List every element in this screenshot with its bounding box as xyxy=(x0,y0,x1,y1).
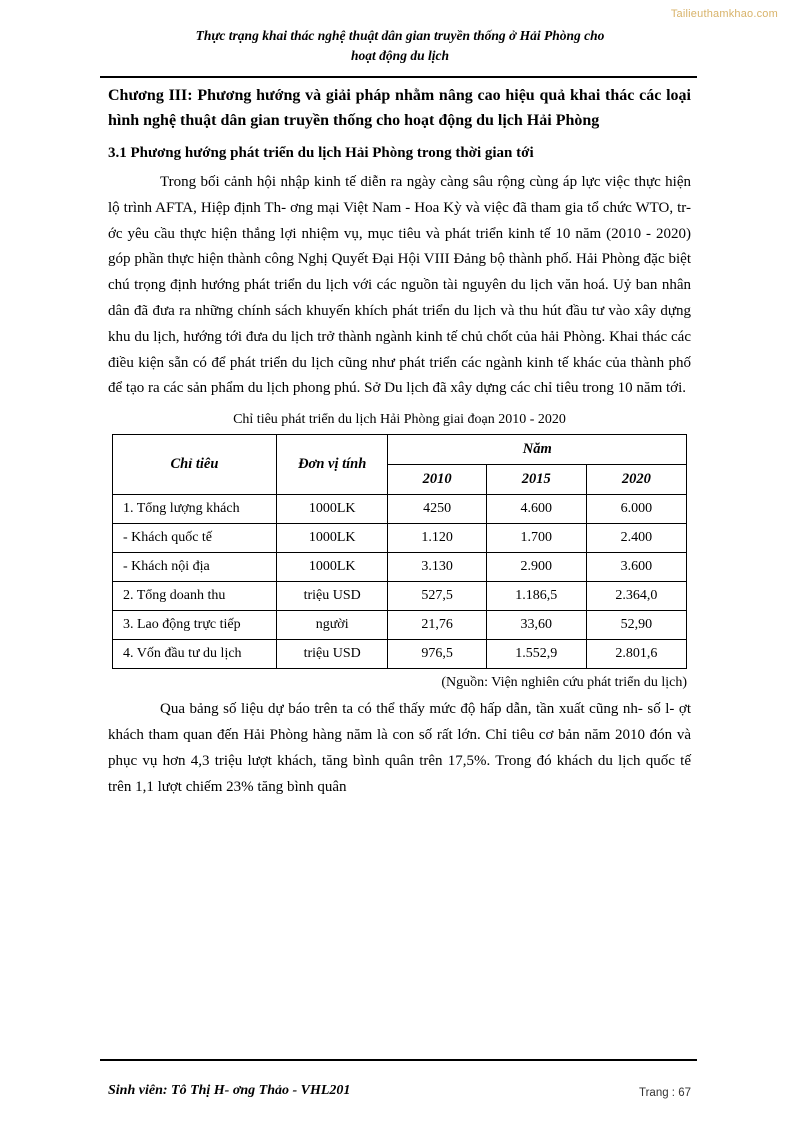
header-line-1: Thực trạng khai thác nghệ thuật dân gian truyền thống ở Hải Phòng cho xyxy=(195,28,605,43)
document-content xyxy=(108,84,691,802)
statistics-table xyxy=(112,434,687,669)
header-year-2015: 2015 xyxy=(486,465,586,495)
paragraph-1: Trong bối cảnh hội nhập kinh tế diễn ra ngày càng sâu rộng cùng áp lực việc thực hiện lộ trình AFTA, Hiệp định Th- ơng mại Việt Nam - Hoa Kỳ và việc đã tham gia tổ chức WTO, tr- ớc yêu cầu thực hiện thắng lợi nhiệm vụ, mục tiêu và phát triển kinh tế 10 năm (2010 - 2020) góp phần thực hiện thành công Nghị Quyết Đại Hội VIII Đảng bộ thành phố. Hải Phòng đặc biệt chú trọng định hướng phát triển du lịch với các nguồn tài nguyên du lịch văn hoá. Uỷ ban nhân dân đã đưa ra những chính sách khuyến khích phát triển du lịch và thu hút đầu tư vào xây dựng khu du lịch, hướng tới đưa du lịch trở thành ngành kinh tế chủ chốt của hải Phòng. Khai thác các điều kiện sẵn có để phát triển du lịch cũng như phát triển các ngành kinh tế khác của thành phố để tạo ra các sản phẩm du lịch phong phú. Sở Du lịch đã xây dựng các chỉ tiêu trong 10 năm tới. xyxy=(108,174,691,397)
row-value-2015: 4.600 xyxy=(486,495,586,524)
header-year-2010: 2010 xyxy=(388,465,486,495)
row-value-2020: 52,90 xyxy=(586,611,686,640)
row-unit: 1000LK xyxy=(276,495,388,524)
row-value-2010: 21,76 xyxy=(388,611,486,640)
row-unit: 1000LK xyxy=(276,524,388,553)
row-unit: triệu USD xyxy=(276,582,388,611)
header-criteria: Chỉ tiêu xyxy=(113,435,277,495)
header-unit: Đơn vị tính xyxy=(276,435,388,495)
row-value-2015: 33,60 xyxy=(486,611,586,640)
table-header-row xyxy=(113,435,687,465)
row-value-2020: 2.400 xyxy=(586,524,686,553)
table-row xyxy=(113,553,687,582)
footer-page-number: Trang : 67 xyxy=(639,1087,691,1099)
row-value-2015: 2.900 xyxy=(486,553,586,582)
table-caption: Chỉ tiêu phát triển du lịch Hải Phòng giai đoạn 2010 - 2020 xyxy=(233,412,566,428)
footer-divider xyxy=(100,1059,697,1061)
watermark-text: Tailieuthamkhao.com xyxy=(670,8,778,20)
table-row xyxy=(113,640,687,669)
section-title: 3.1 Phương hướng phát triển du lịch Hải Phòng trong thời gian tới xyxy=(108,144,534,161)
table-row xyxy=(113,495,687,524)
row-value-2010: 976,5 xyxy=(388,640,486,669)
table-row xyxy=(113,582,687,611)
header-year-2020: 2020 xyxy=(586,465,686,495)
table-row xyxy=(113,524,687,553)
row-value-2015: 1.186,5 xyxy=(486,582,586,611)
row-label: 3. Lao động trực tiếp xyxy=(113,611,277,640)
row-value-2010: 3.130 xyxy=(388,553,486,582)
row-label: - Khách quốc tế xyxy=(113,524,277,553)
chapter-title: Chương III: Phương hướng và giải pháp nhằm nâng cao hiệu quả khai thác các loại hình nghệ thuật dân gian truyền thống cho hoạt động du lịch Hải Phòng xyxy=(108,87,691,129)
row-value-2020: 2.801,6 xyxy=(586,640,686,669)
row-value-2020: 2.364,0 xyxy=(586,582,686,611)
row-unit: 1000LK xyxy=(276,553,388,582)
row-value-2010: 1.120 xyxy=(388,524,486,553)
table-row xyxy=(113,611,687,640)
header-divider xyxy=(100,76,697,78)
row-label: - Khách nội địa xyxy=(113,553,277,582)
row-value-2015: 1.700 xyxy=(486,524,586,553)
header-line-2: hoạt động du lịch xyxy=(351,47,449,63)
footer-author: Sinh viên: Tô Thị H- ơng Thảo - VHL201 xyxy=(108,1083,351,1098)
table-source: (Nguồn: Viện nghiên cứu phát triển du lịch) xyxy=(441,675,687,691)
row-label: 1. Tổng lượng khách xyxy=(113,495,277,524)
row-unit: người xyxy=(276,611,388,640)
row-unit: triệu USD xyxy=(276,640,388,669)
row-value-2010: 4250 xyxy=(388,495,486,524)
row-value-2015: 1.552,9 xyxy=(486,640,586,669)
row-value-2010: 527,5 xyxy=(388,582,486,611)
row-value-2020: 6.000 xyxy=(586,495,686,524)
paragraph-2: Qua bảng số liệu dự báo trên ta có thể thấy mức độ hấp dẫn, tần xuất cũng nh- số l- ợt khách tham quan đến Hải Phòng hàng năm là con số rất lớn. Chỉ tiêu cơ bản năm 2010 đón và phục vụ hơn 4,3 triệu lượt khách, tăng bình quân trên 17,5%. Trong đó khách du lịch quốc tế trên 1,1 lượt chiếm 23% tăng bình quân xyxy=(108,701,691,795)
row-value-2020: 3.600 xyxy=(586,553,686,582)
row-label: 4. Vốn đầu tư du lịch xyxy=(113,640,277,669)
page-header xyxy=(110,26,690,65)
header-year-group: Năm xyxy=(388,435,687,465)
row-label: 2. Tổng doanh thu xyxy=(113,582,277,611)
page-footer xyxy=(108,1083,691,1099)
